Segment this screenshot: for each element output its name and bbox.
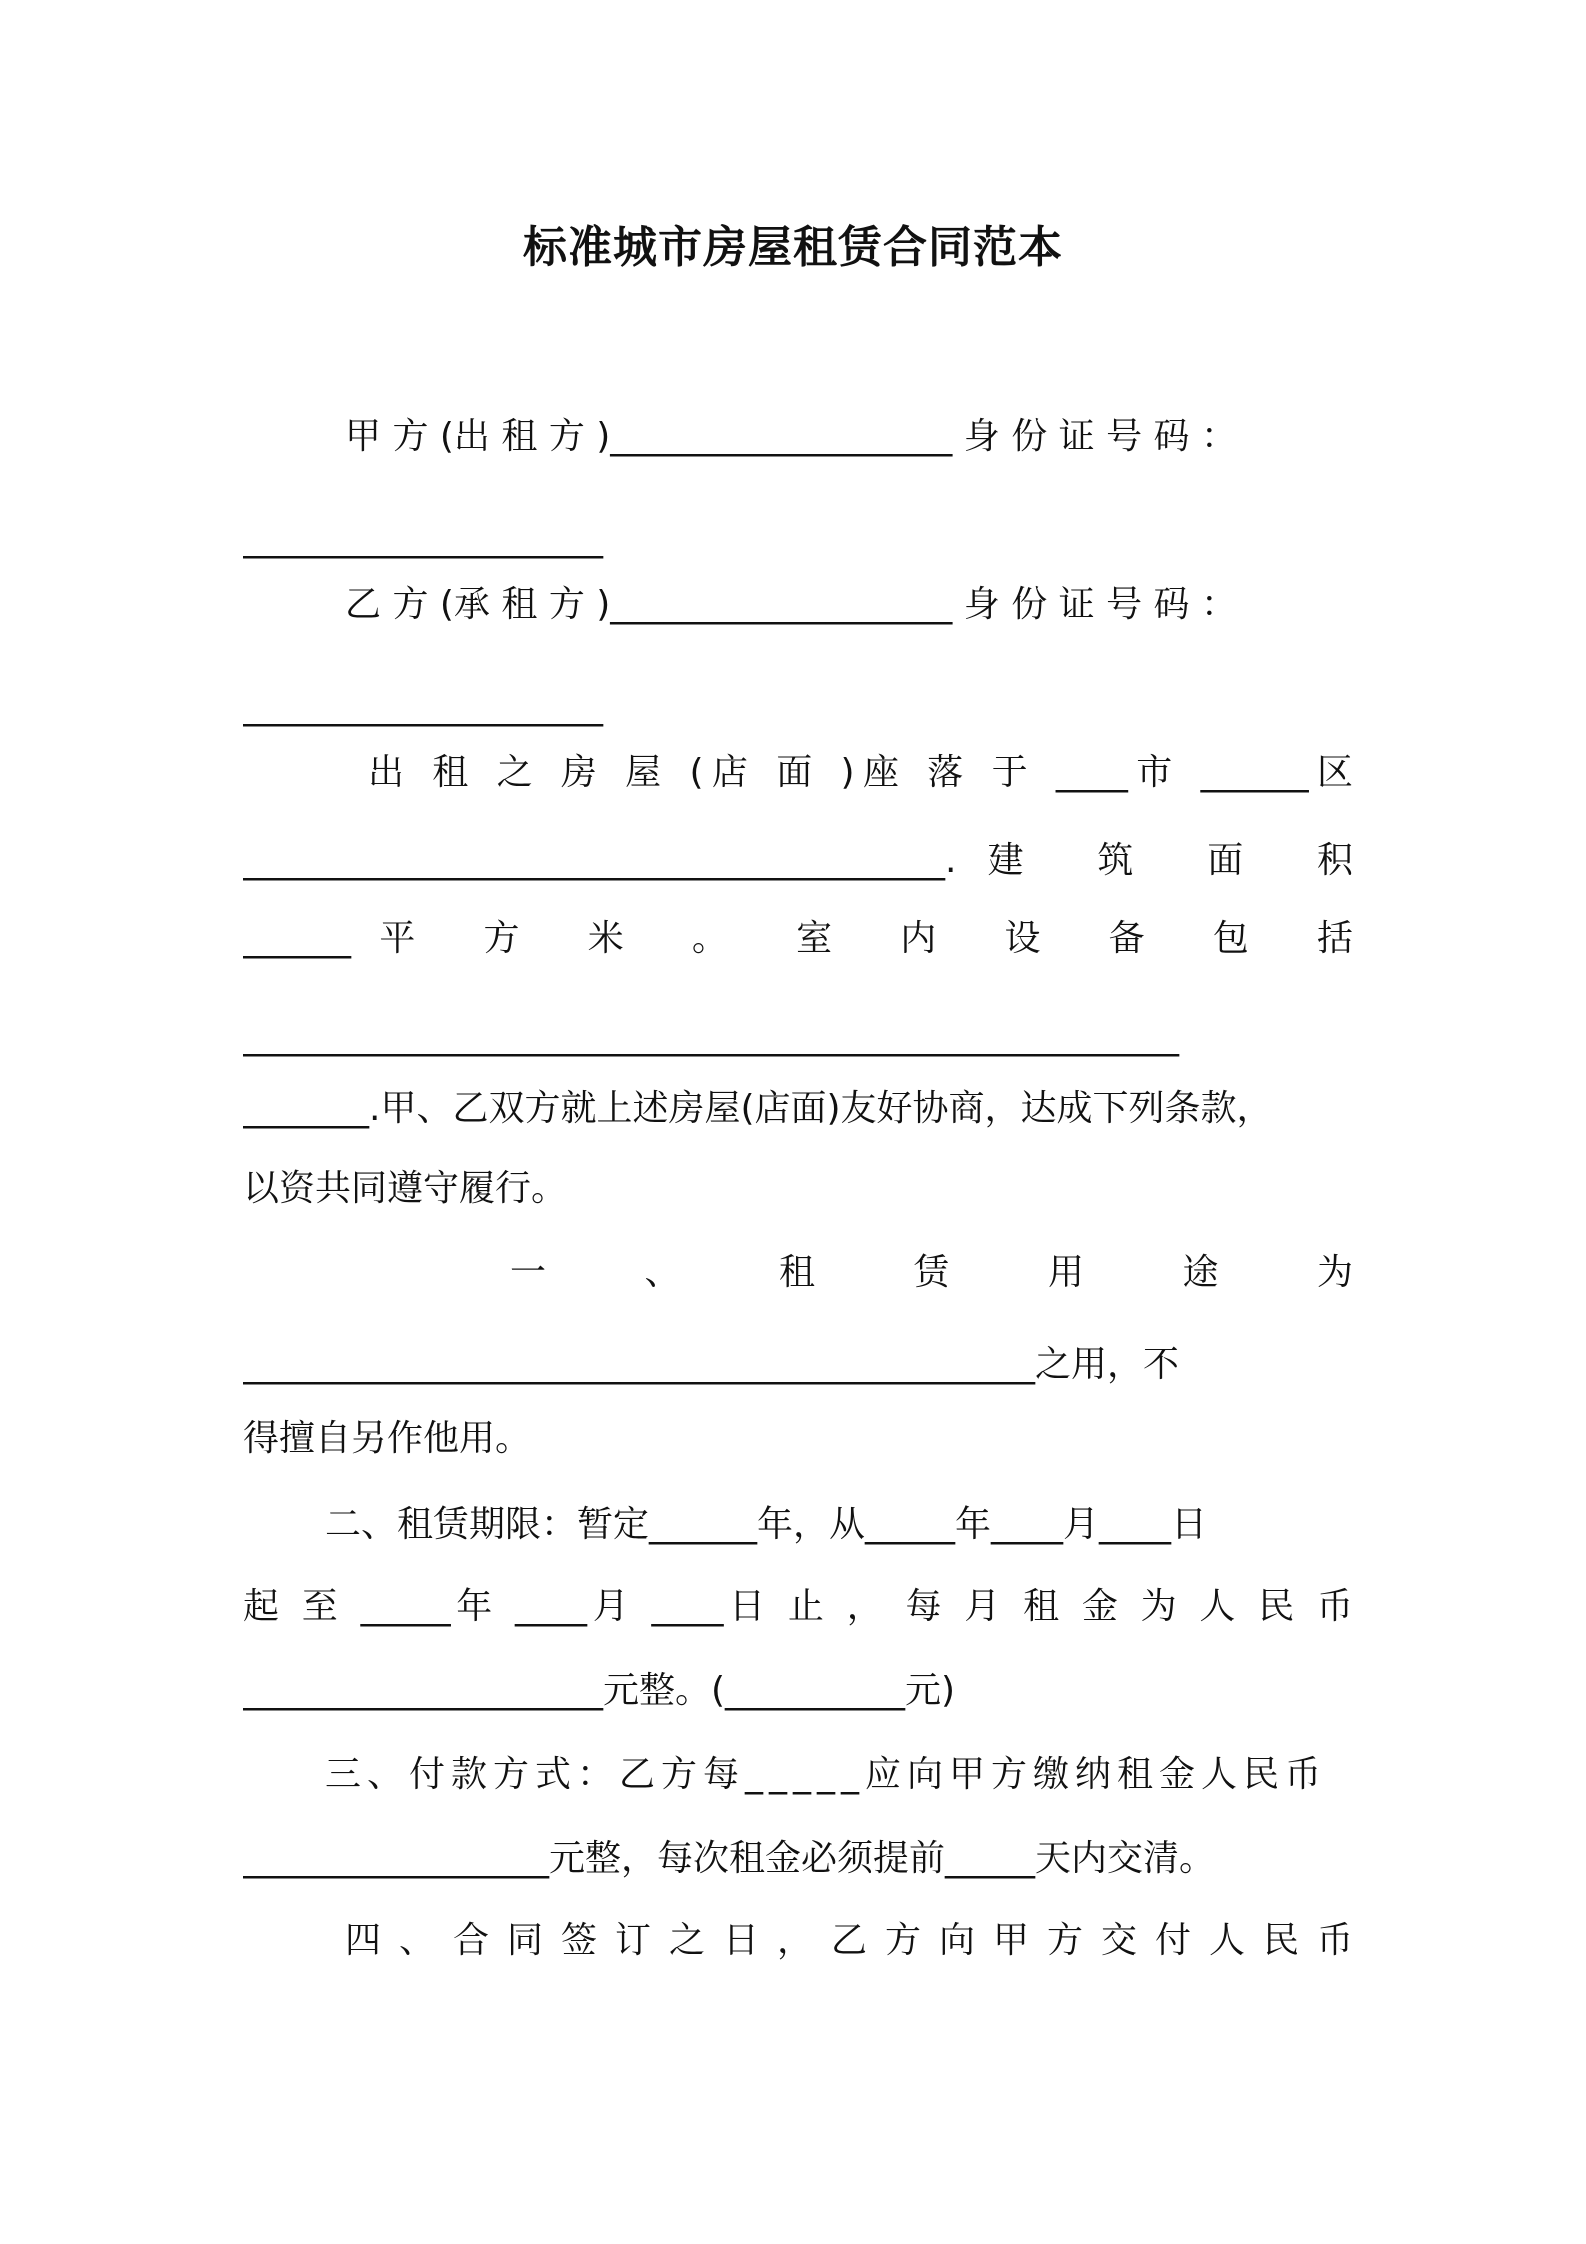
area-unit-equipment-line: ______平 方 米 。 室 内 设 备 包 括 [243, 918, 1353, 959]
party-b-id-blank: ____________________ [243, 686, 603, 727]
document-title: 标准城市房屋租赁合同范本 [523, 222, 1063, 273]
clause-2-term-line: 二、租赁期限：暂定______年，从_____年____月____日 [325, 1504, 1208, 1545]
clause-1-heading: 一 、 租 赁 用 途 为 [510, 1252, 1353, 1293]
property-location-line: 出 租 之 房 屋 (店 面 )座 落 于 ____市 ______区 [368, 752, 1353, 793]
agreement-intro-line: _______.甲、乙双方就上述房屋(店面)友好协商，达成下列条款， [243, 1088, 1273, 1129]
equipment-blank-line: ____________________________________________________ [243, 1016, 1179, 1057]
clause-2-rent-amount: ____________________元整。(__________元) [243, 1670, 956, 1711]
clause-1-usage-line: ____________________________________________之用，不 [243, 1344, 1180, 1385]
property-area-line: _______________________________________.建 筑 面 积 [243, 840, 1353, 881]
clause-1-end: 得擅自另作他用。 [243, 1418, 532, 1459]
clause-3-amount-line: _________________元整，每次租金必须提前_____天内交清。 [243, 1838, 1216, 1879]
party-a-id-blank: ____________________ [243, 518, 603, 559]
party-a-line: 甲 方 (出 租 方 )___________________ 身 份 证 号 码 ： [345, 416, 1237, 457]
party-b-line: 乙 方 (承 租 方 )___________________ 身 份 证 号 码 ： [345, 584, 1237, 625]
clause-4-deposit-line: 四 、 合 同 签 订 之 日 ， 乙 方 向 甲 方 交 付 人 民 币 [345, 1920, 1353, 1961]
clause-3-payment-line: 三、付款方式：乙方每_____应向甲方缴纳租金人民币 [325, 1754, 1328, 1795]
agreement-intro-end: 以资共同遵守履行。 [243, 1168, 568, 1209]
clause-2-rent-line: 起 至 _____年 ____月 ____日 止 ， 每 月 租 金 为 人 民 币 [243, 1586, 1353, 1627]
